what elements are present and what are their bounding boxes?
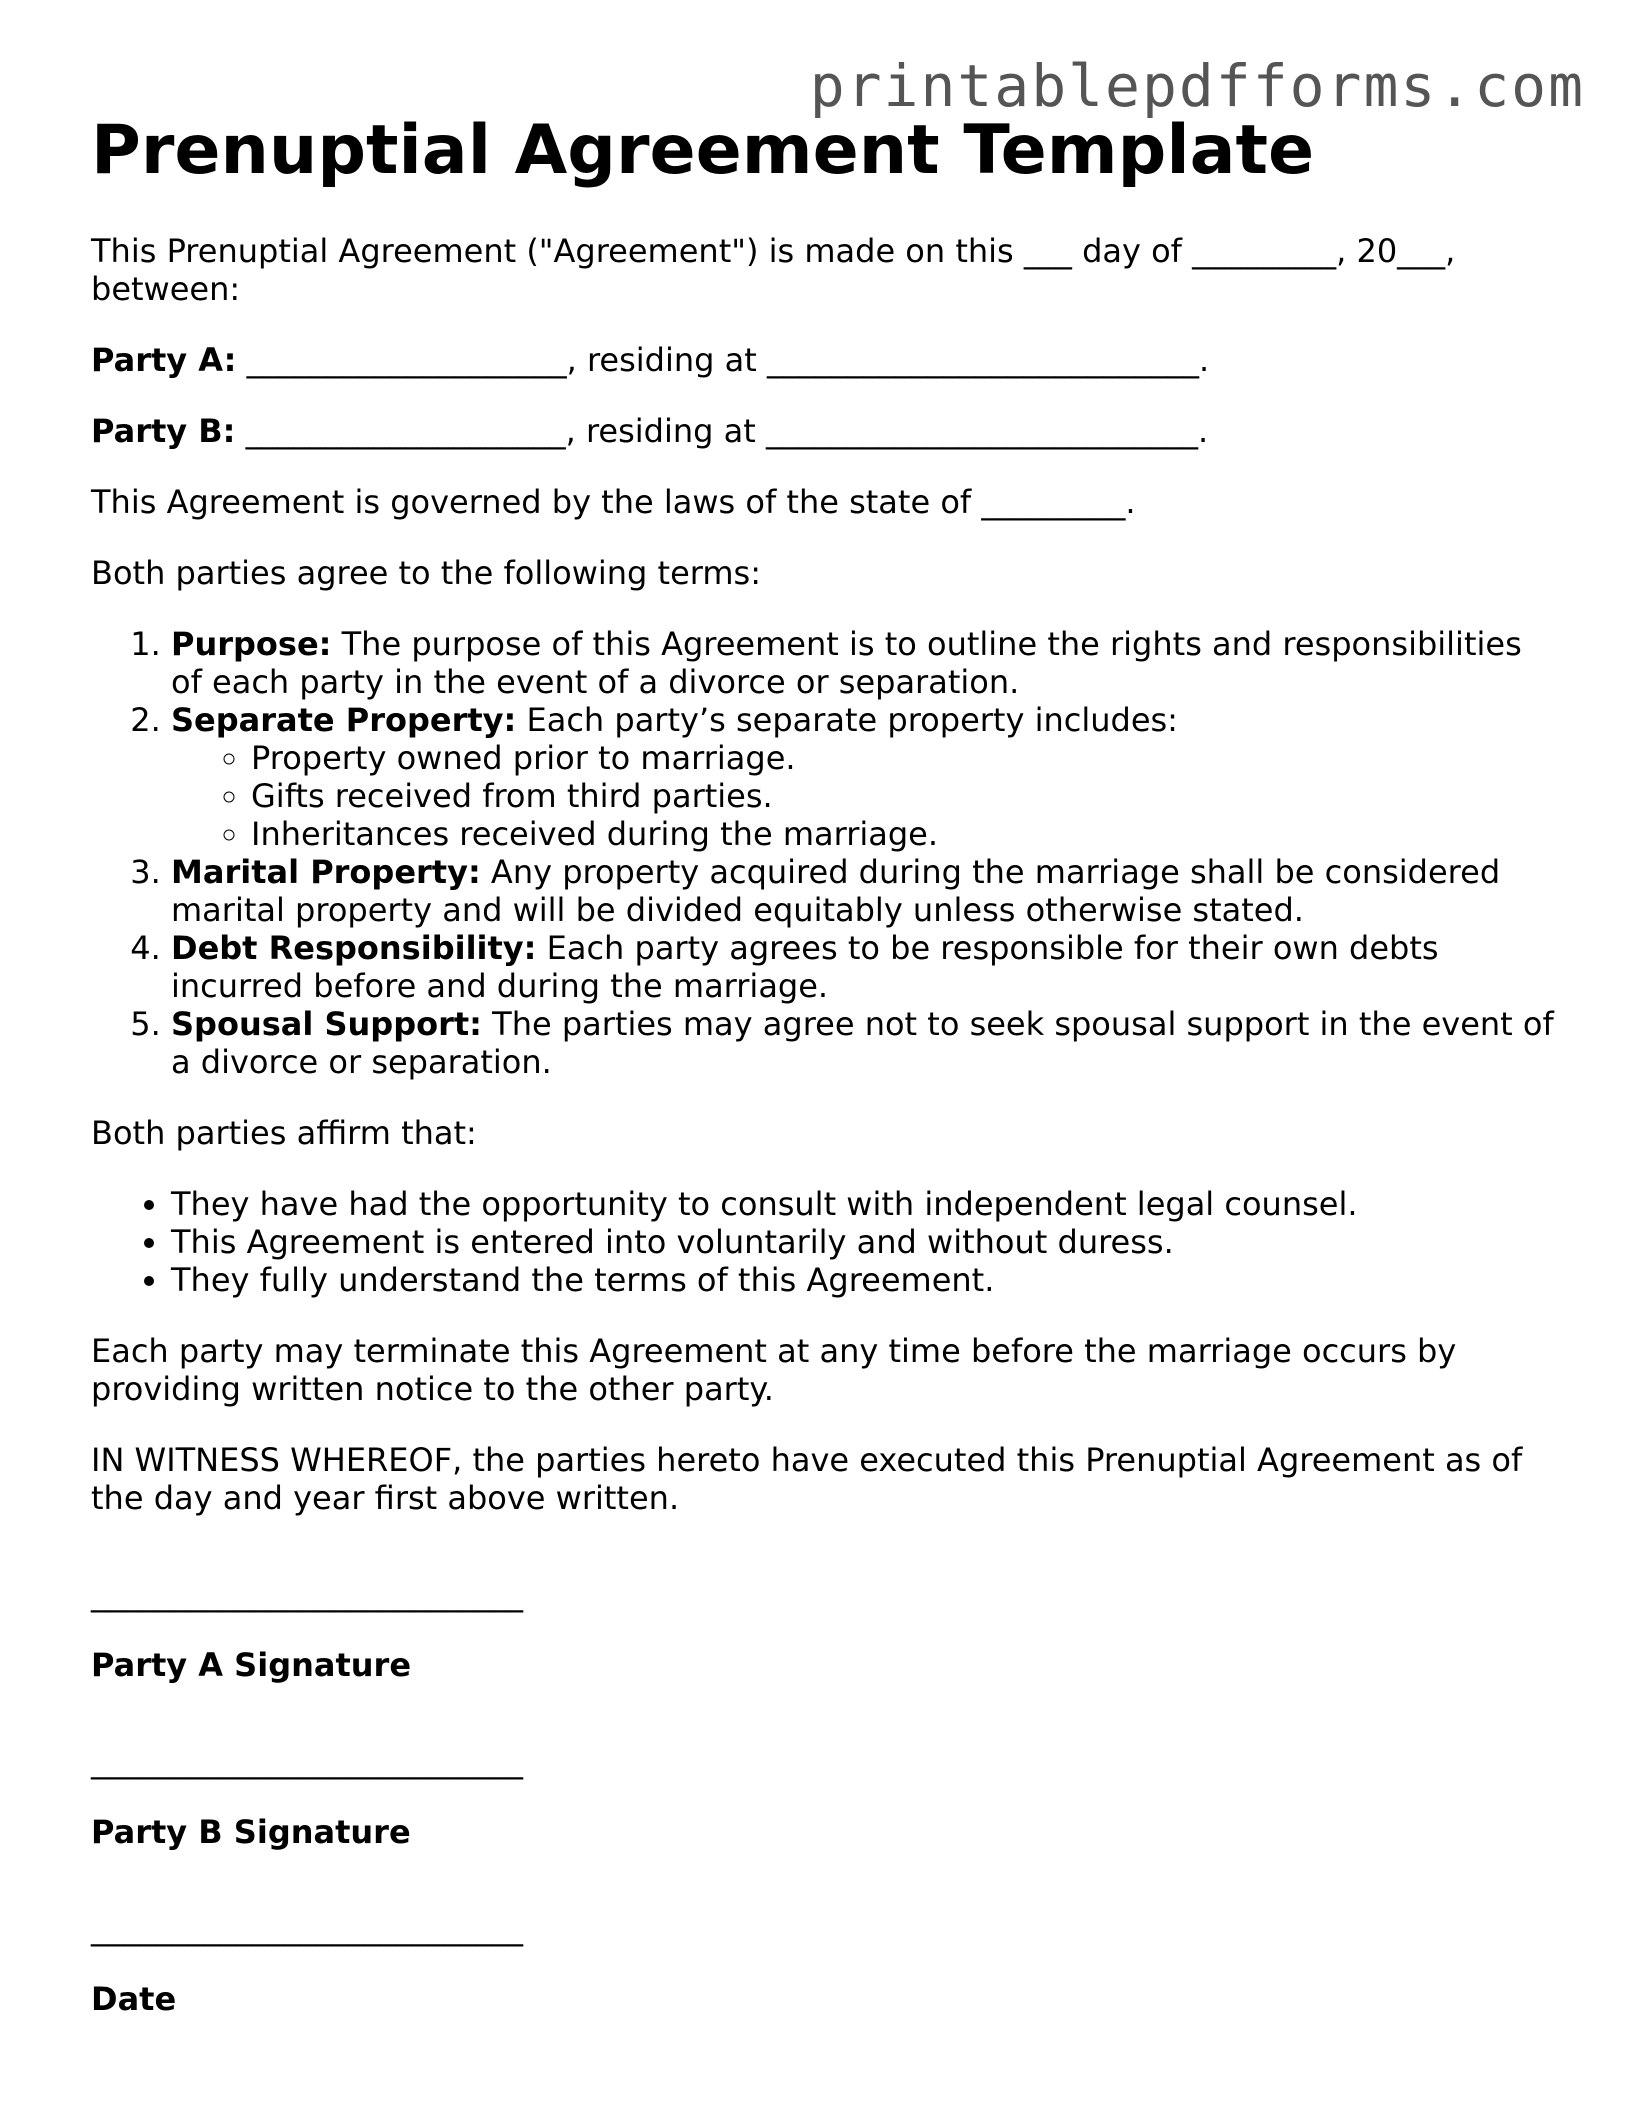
intro-paragraph: This Prenuptial Agreement ("Agreement") is made on this ___ day of _________, 20___, between:: [91, 232, 1456, 308]
witness-paragraph: IN WITNESS WHEREOF, the parties hereto have executed this Prenuptial Agreement as of the day and year first above written.: [91, 1441, 1523, 1517]
sublist-item: ◦ Gifts received from third parties.: [251, 777, 1561, 815]
document-body: [91, 232, 1561, 2018]
term-text: Any property acquired during the marriage shall be considered marital property and will be divided equitably unless otherwise stated.: [171, 853, 1501, 929]
affirmation-item: • This Agreement is entered into voluntarily and without duress.: [171, 1223, 1561, 1261]
affirmation-item: • They have had the opportunity to consult with independent legal counsel.: [171, 1185, 1561, 1223]
term-heading: Marital Property:: [171, 853, 481, 891]
affirmations-list: [91, 1185, 1561, 1299]
term-text: Each party’s separate property includes:: [516, 701, 1178, 739]
term-text: The parties may agree not to seek spousal support in the event of a divorce or separation.: [171, 1005, 1554, 1081]
party-a-signature-label: Party A Signature: [91, 1646, 412, 1684]
party-b-signature-line: ___________________________: [91, 1742, 523, 1780]
date-line: ___________________________: [91, 1909, 523, 1947]
term-item-purpose: [171, 625, 1561, 701]
term-heading: Debt Responsibility:: [171, 929, 537, 967]
party-a-label: Party A:: [91, 341, 237, 379]
sublist-item: ◦ Property owned prior to marriage.: [251, 739, 1561, 777]
term-item-separate-property: [171, 701, 1561, 853]
signature-block: [91, 1575, 1561, 2018]
term-heading: Purpose:: [171, 625, 332, 663]
term-heading: Spousal Support:: [171, 1005, 482, 1043]
party-b-line: [91, 412, 1561, 450]
term-item-marital-property: [171, 853, 1561, 929]
document-title: Prenuptial Agreement Template: [91, 111, 1315, 190]
termination-paragraph: Each party may terminate this Agreement at any time before the marriage occurs by providing written notice to the other party.: [91, 1332, 1457, 1408]
term-item-spousal-support: [171, 1005, 1561, 1081]
watermark: printablepdfforms.com: [809, 52, 1585, 120]
date-label: Date: [91, 1980, 177, 2018]
party-a-fields: ____________________, residing at ___________________________.: [236, 341, 1210, 379]
sublist-item: ◦ Inheritances received during the marriage.: [251, 815, 1561, 853]
separate-property-sublist: [171, 739, 1561, 853]
terms-intro: Both parties agree to the following terms:: [91, 554, 761, 592]
party-b-signature-label: Party B Signature: [91, 1813, 411, 1851]
term-heading: Separate Property:: [171, 701, 517, 739]
affirmation-item: • They fully understand the terms of this Agreement.: [171, 1261, 1561, 1299]
party-a-line: [91, 341, 1561, 379]
party-b-label: Party B:: [91, 412, 236, 450]
party-b-fields: ____________________, residing at ___________________________.: [235, 412, 1209, 450]
terms-list: [91, 625, 1561, 1081]
party-a-signature-line: ___________________________: [91, 1575, 523, 1613]
term-text: The purpose of this Agreement is to outline the rights and responsibilities of each party in the event of a divorce or separation.: [171, 625, 1522, 701]
term-text: Each party agrees to be responsible for their own debts incurred before and during the marriage.: [171, 929, 1439, 1005]
term-item-debt-responsibility: [171, 929, 1561, 1005]
affirm-intro: Both parties affirm that:: [91, 1114, 477, 1152]
governing-law-paragraph: This Agreement is governed by the laws of the state of _________.: [91, 483, 1136, 521]
